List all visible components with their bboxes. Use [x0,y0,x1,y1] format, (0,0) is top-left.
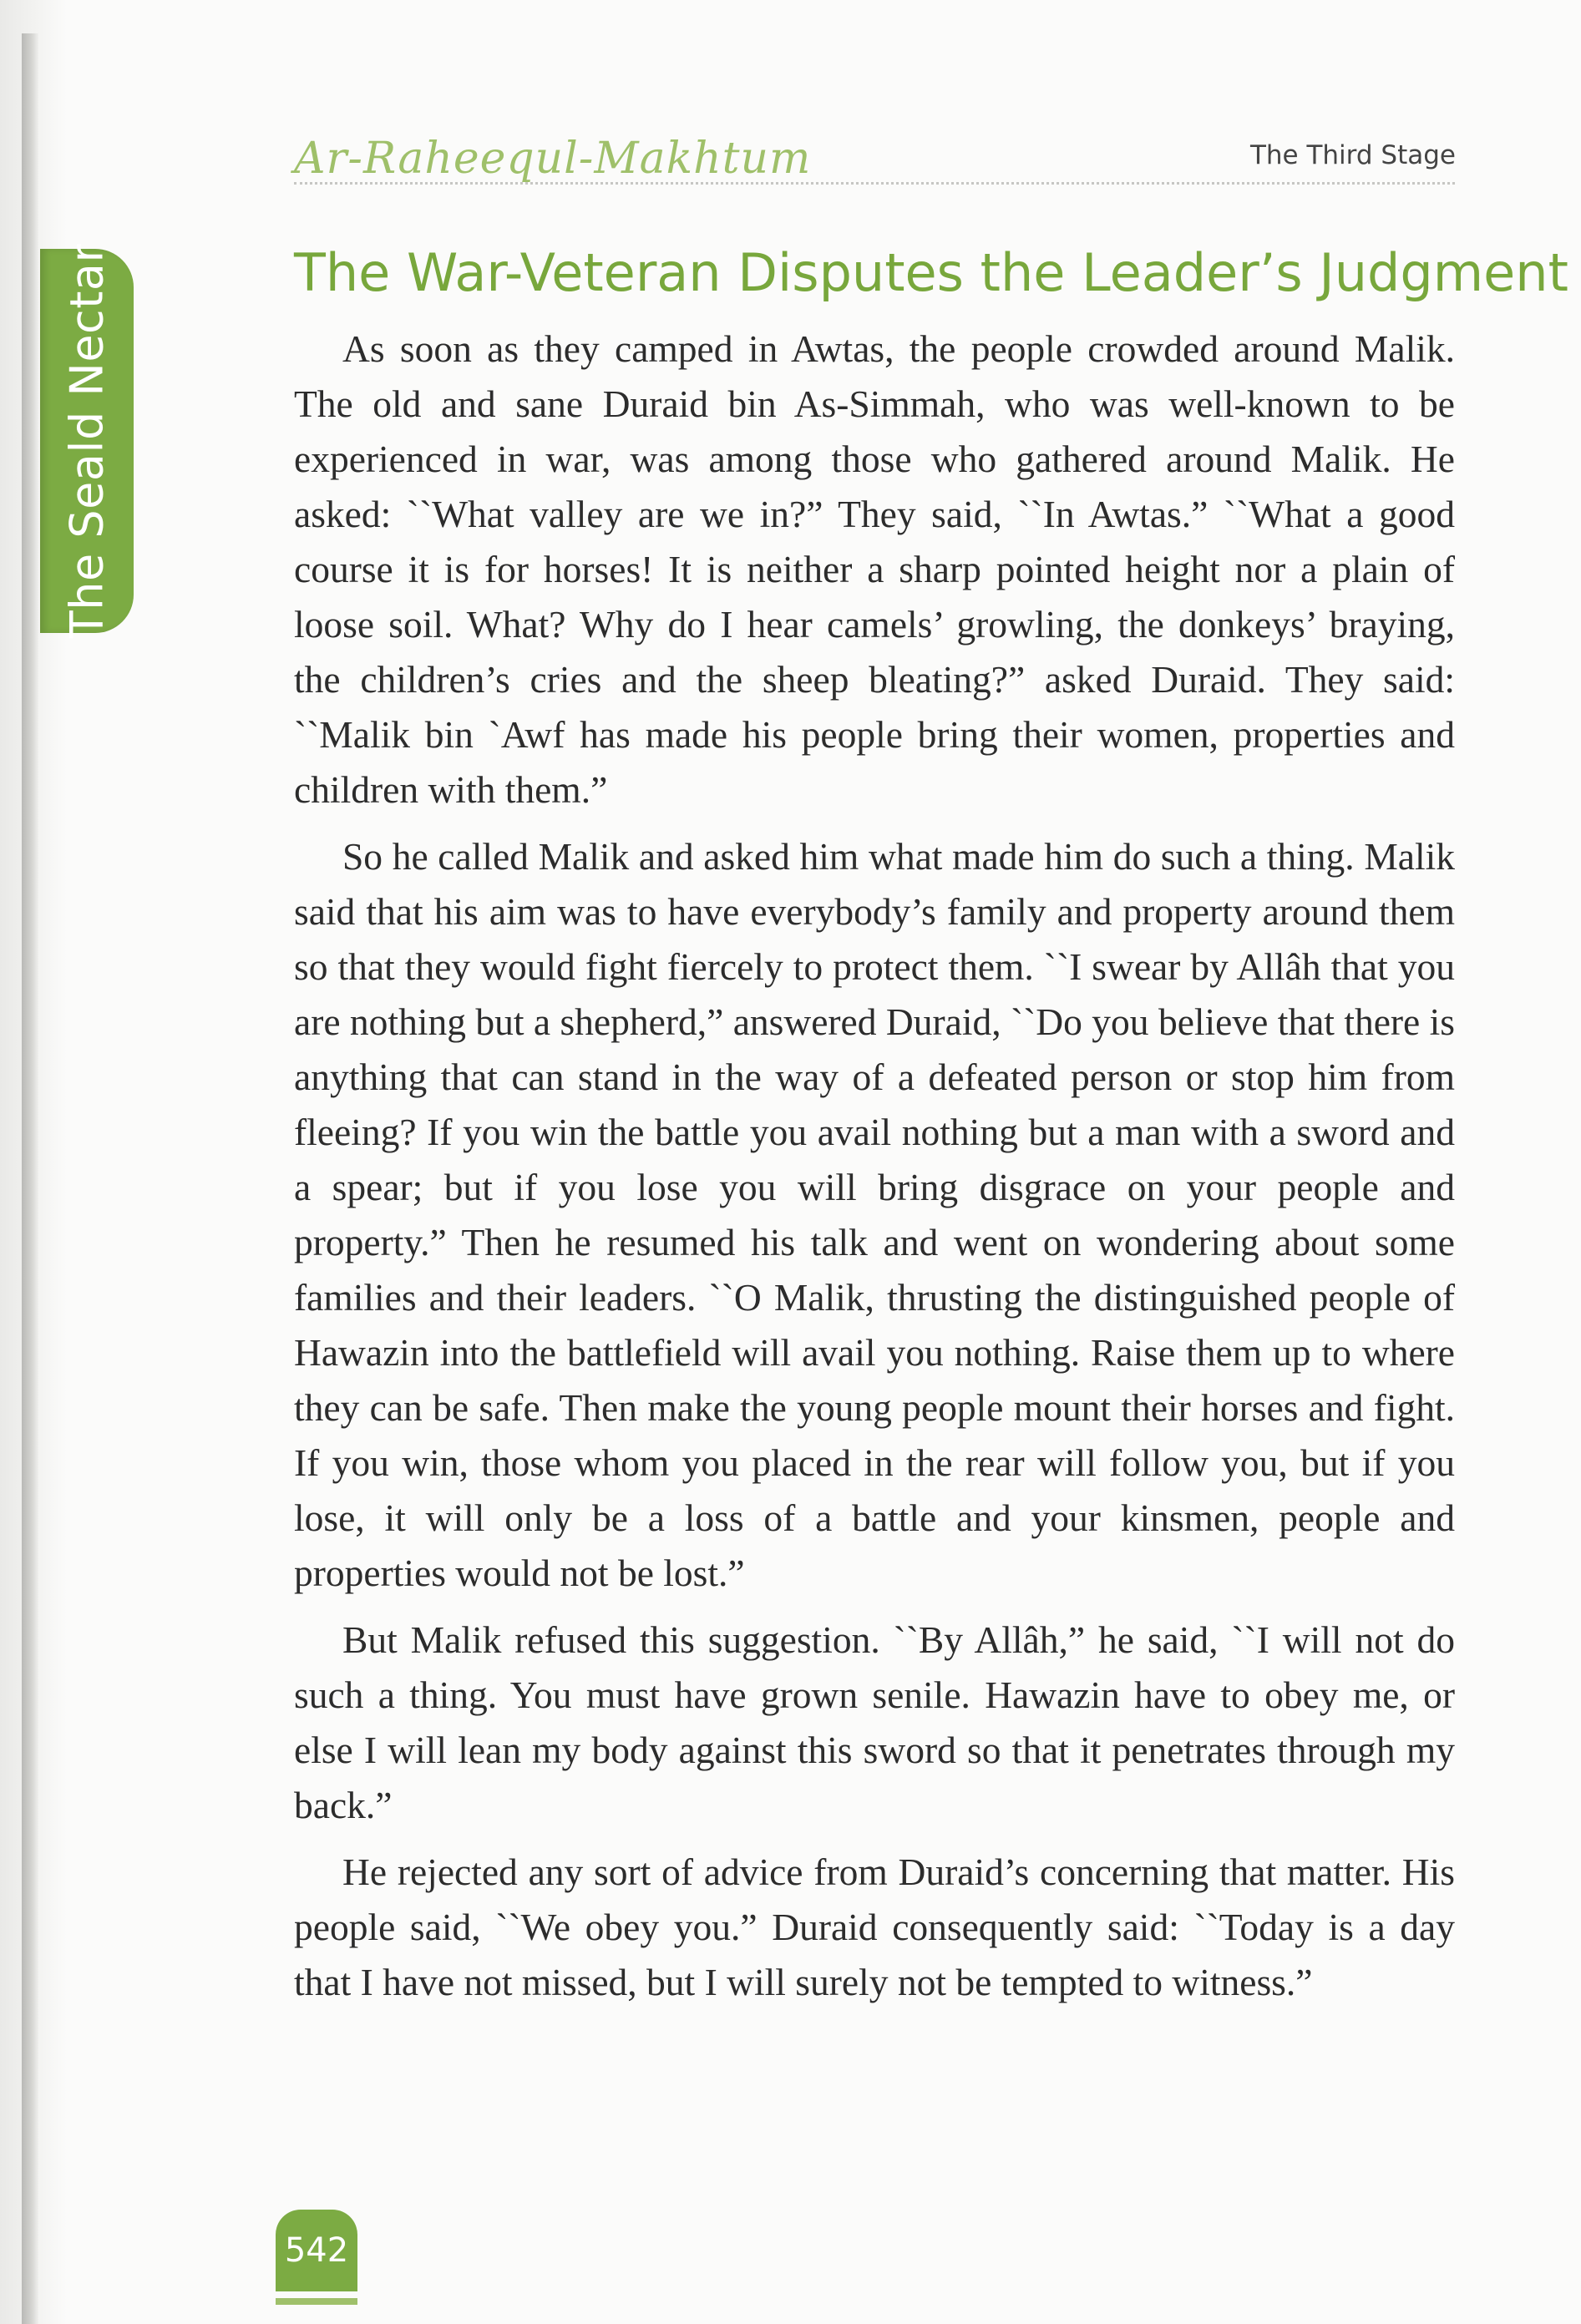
page-number: 542 [276,2210,357,2291]
gutter-binding [22,33,38,2324]
running-header-section: The Third Stage [1249,140,1456,170]
paragraph-2: So he called Malik and asked him what made him do such a thing. Malik said that his aim was to have everybody’s family and property around them so that they would fight fiercely to protect them. ``I swear by Allâh that you are nothing but a shepherd,” answered Duraid, ``Do you believe that there is anything that can stand in the way of a defeated person or stop him from fleeing? If you win the battle you avail nothing but a man with a sword and a spear; but if you lose you will bring disgrace on your people and property.” Then he resumed his talk and went on wondering about some families and their leaders. ``O Malik, thrusting the distinguished people of Hawazin into the battlefield will avail you nothing. Raise them up to where they can be safe. Then make the young people mount their horses and fight. If you win, those whom you placed in the rear will follow you, but if you lose, it will only be a loss of a battle and your kinsmen, people and properties would not be lost.” [294,835,1455,1594]
running-header-book-title: Ar-Raheequl-Makhtum [294,134,812,184]
section-heading: The War-Veteran Disputes the Leader’s Judgment [294,242,1568,303]
header-dotted-rule [294,182,1455,185]
side-tab [40,243,134,639]
side-tab-title: The Seald Nectar [60,243,114,639]
page-number-underline [276,2298,357,2305]
paragraph-3: But Malik refused this suggestion. ``By Allâh,” he said, ``I will not do such a thing. You must have grown senile. Hawazin have to obey me, or else I will lean my body against this sword so that it penetrates through my back.” [294,1618,1455,1826]
paragraph-1: As soon as they camped in Awtas, the people crowded around Malik. The old and sane Duraid bin As-Simmah, who was well-known to be experienced in war, was among those who gathered around Malik. He asked: ``What valley are we in?” They said, ``In Awtas.” ``What a good course it is for horses! It is neither a sharp pointed height nor a plain of loose soil. What? Why do I hear camels’ growling, the donkeys’ braying, the children’s cries and the sheep bleating?” asked Duraid. They said: ``Malik bin `Awf has made his people bring their women, properties and children with them.” [294,327,1455,811]
paragraph-4: He rejected any sort of advice from Duraid’s concerning that matter. His people said, ``We obey you.” Duraid consequently said: ``Today is a day that I have not missed, but I will surely not be tempted to witness.” [294,1851,1455,2003]
body-text [294,322,1455,2010]
